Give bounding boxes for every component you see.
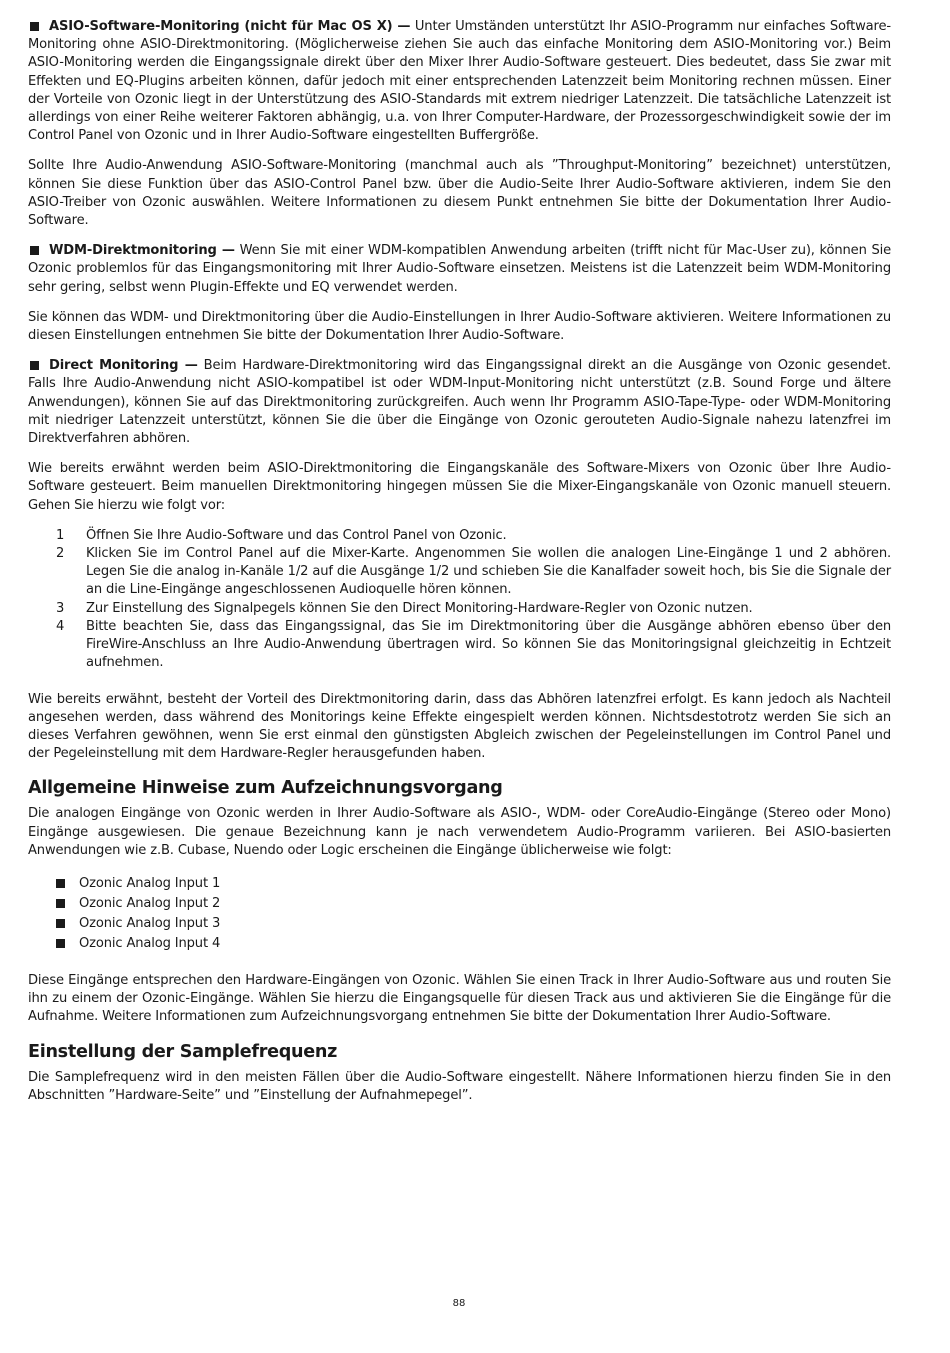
document-page [28,18,891,1117]
step-text: Bitte beachten Sie, dass das Eingangssignal, das Sie im Direktmonitoring über die Ausgänge abhören ebenso über den FireWire-Anschluss an Ihre Audio-Anwendung übertragen wird. So können Sie das Monitoringsignal gleichzeitig in Echtzeit aufnehmen. [86,618,891,671]
bullet-square-icon [30,22,39,31]
samplerate-heading: Einstellung der Samplefrequenz [28,1041,338,1062]
direct-monitoring-paragraph-2: Wie bereits erwähnt werden beim ASIO-Direktmonitoring die Eingangskanäle des Software-Mixers von Ozonic über Ihre Audio-Software gesteuert. Beim manuellen Direktmonitoring hingegen müssen Sie die Mixer-Eingangskanäle von Ozonic manuell steuern. Gehen Sie hierzu wie folgt vor: [28,461,891,513]
samplerate-text: Die Samplefrequenz wird in den meisten Fällen über die Audio-Software eingestellt. Nähere Informationen hierzu finden Sie in den Abschnitten ”Hardware-Seite” und ”Einstellung der Aufnahmepegel”. [28,1069,891,1103]
direct-monitoring-text: Beim Hardware-Direktmonitoring wird das Eingangssignal direkt an die Ausgänge von Ozonic gesendet. Falls Ihre Audio-Anwendung nicht ASIO-kompatibel ist oder WDM-Input-Monitoring nicht unterstützt (z.B. Sound Forge und ältere Anwendungen), können Sie auf das Direktmonitoring zurückgreifen. Auch wenn Ihr Programm ASIO-Tape-Type- oder WDM-Monitoring mit niedriger Latenzzeit unterstützt, können Sie die über die Eingänge von Ozonic gerouteten Audio-Signale nahezu latenzfrei im Direktverfahren abhören. [28,358,891,447]
wdm-direktmonitoring-paragraph-2: Sie können das WDM- und Direktmonitoring über die Audio-Einstellungen in Ihrer Audio-Software aktivieren. Weitere Informationen zu diesen Einstellungen entnehmen Sie bitte der Dokumentation Ihrer Audio-Software. [28,309,891,344]
input-label: Ozonic Analog Input 2 [79,895,221,911]
direct-monitoring-lead: Direct Monitoring — [49,358,198,374]
analog-inputs-list [28,874,891,954]
step-number: 4 [56,618,65,634]
step-number: 2 [56,546,65,562]
list-item [28,874,891,894]
step-text: Klicken Sie im Control Panel auf die Mixer-Karte. Angenommen Sie wollen die analogen Line-Eingänge 1 und 2 abhören. Legen Sie die analog in-Kanäle 1/2 auf die Ausgänge 1/2 und schieben Sie die Kanalfader soweit hoch, bis Sie die Signale der an die Line-Eingänge angeschlossenen Audioquelle hören können. [86,546,891,598]
wdm-direktmonitoring-paragraph [28,242,891,297]
input-label: Ozonic Analog Input 1 [79,875,221,891]
asio-software-monitoring-lead: ASIO-Software-Monitoring (nicht für Mac OS X) — [49,19,411,34]
list-item [28,618,891,673]
list-item [28,934,891,954]
recording-heading: Allgemeine Hinweise zum Aufzeichnungsvorgang [28,778,503,799]
bullet-square-icon [56,899,65,908]
bullet-square-icon [30,361,39,370]
input-label: Ozonic Analog Input 4 [79,935,221,951]
bullet-square-icon [30,246,39,255]
step-text: Zur Einstellung des Signalpegels können Sie den Direct Monitoring-Hardware-Regler von Ozonic nutzen. [86,600,753,616]
direct-monitoring-paragraph-3: Wie bereits erwähnt, besteht der Vorteil des Direktmonitoring darin, dass das Abhören latenzfrei erfolgt. Es kann jedoch als Nachteil angesehen werden, dass während des Monitorings keine Effekte eingespielt werden können. Nichtsdestotrotz werden Sie sich an dieses Verfahren gewöhnen, wenn Sie erst einmal den günstigsten Abgleich zwischen der Pegeleinstellungen im Control Panel und der Pegeleinstellung mit dem Hardware-Regler herausgefunden haben. [28,691,891,762]
recording-intro: Die analogen Eingänge von Ozonic werden in Ihrer Audio-Software als ASIO-, WDM- oder CoreAudio-Eingänge (Stereo oder Mono) Eingänge ausgewiesen. Die genaue Bezeichnung kann je nach verwendetem Audio-Programm variieren. Bei ASIO-basierten Anwendungen wie z.B. Cubase, Nuendo oder Logic erscheinen die Eingänge üblicherweise wie folgt: [28,806,891,858]
bullet-square-icon [56,939,65,948]
list-item [28,914,891,934]
step-text: Öffnen Sie Ihre Audio-Software und das Control Panel von Ozonic. [86,527,507,543]
asio-software-monitoring-paragraph-2: Sollte Ihre Audio-Anwendung ASIO-Software-Monitoring (manchmal auch als ”Throughput-Monitoring” bezeichnet) unterstützen, können Sie diese Funktion über das ASIO-Control Panel bzw. über die Audio-Seite Ihrer Audio-Software aktivieren, indem Sie den ASIO-Treiber von Ozonic auswählen. Weitere Informationen zu diesem Punkt entnehmen Sie bitte der Dokumentation Ihrer Audio-Software. [28,158,891,229]
input-label: Ozonic Analog Input 3 [79,915,221,931]
page-number: 88 [452,1298,466,1309]
list-item [28,527,891,545]
list-item [28,600,891,618]
list-item [28,545,891,600]
wdm-direktmonitoring-text: Wenn Sie mit einer WDM-kompatiblen Anwendung arbeiten (trifft nicht für Mac-User zu), können Sie Ozonic problemlos für das Eingangsmonitoring mit Ihrer Audio-Software einsetzen. Meistens ist die Latenzzeit beim WDM-Monitoring sehr gering, selbst wenn Plugin-Effekte und EQ verwendet werden. [28,243,891,295]
asio-software-monitoring-text: Unter Umständen unterstützt Ihr ASIO-Programm nur einfaches Software-Monitoring ohne ASIO-Direktmonitoring. (Möglicherweise ziehen Sie auch das einfache Monitoring dem ASIO-Monitoring vor.) Beim ASIO-Monitoring werden die Eingangssignale direkt über den Mixer Ihrer Audio-Software gesteuert. Dies bedeutet, dass Sie zwar mit Effekten und EQ-Plugins arbeiten können, dafür jedoch mit einer entsprechenden Latenzzeit beim Monitoring rechnen müssen. Einer der Vorteile von Ozonic liegt in der Unterstützung des ASIO-Standards mit extrem niedriger Latenzzeit. Die tatsächliche Latenzzeit ist allerdings von einer Reihe weiterer Faktoren abhängig, u.a. von Ihrer Computer-Hardware, der Prozessorgeschwindigkeit sowie der im Control Panel von Ozonic und in Ihrer Audio-Software eingestellten Buffergröße. [28,19,891,144]
direct-monitoring-paragraph [28,357,891,448]
bullet-square-icon [56,879,65,888]
wdm-direktmonitoring-lead: WDM-Direktmonitoring — [49,243,235,259]
step-number: 3 [56,600,65,616]
monitoring-steps-list [28,527,891,673]
step-number: 1 [56,527,65,543]
list-item [28,894,891,914]
recording-outro: Diese Eingänge entsprechen den Hardware-Eingängen von Ozonic. Wählen Sie einen Track in Ihrer Audio-Software aus und routen Sie ihn zu einem der Ozonic-Eingänge. Wählen Sie hierzu die Eingangsquelle für diesen Track aus und aktivieren Sie die Eingänge für die Aufnahme. Weitere Informationen zum Aufzeichnungsvorgang entnehmen Sie bitte der Dokumentation Ihrer Audio-Software. [28,972,891,1025]
asio-software-monitoring-paragraph [28,18,891,145]
bullet-square-icon [56,919,65,928]
